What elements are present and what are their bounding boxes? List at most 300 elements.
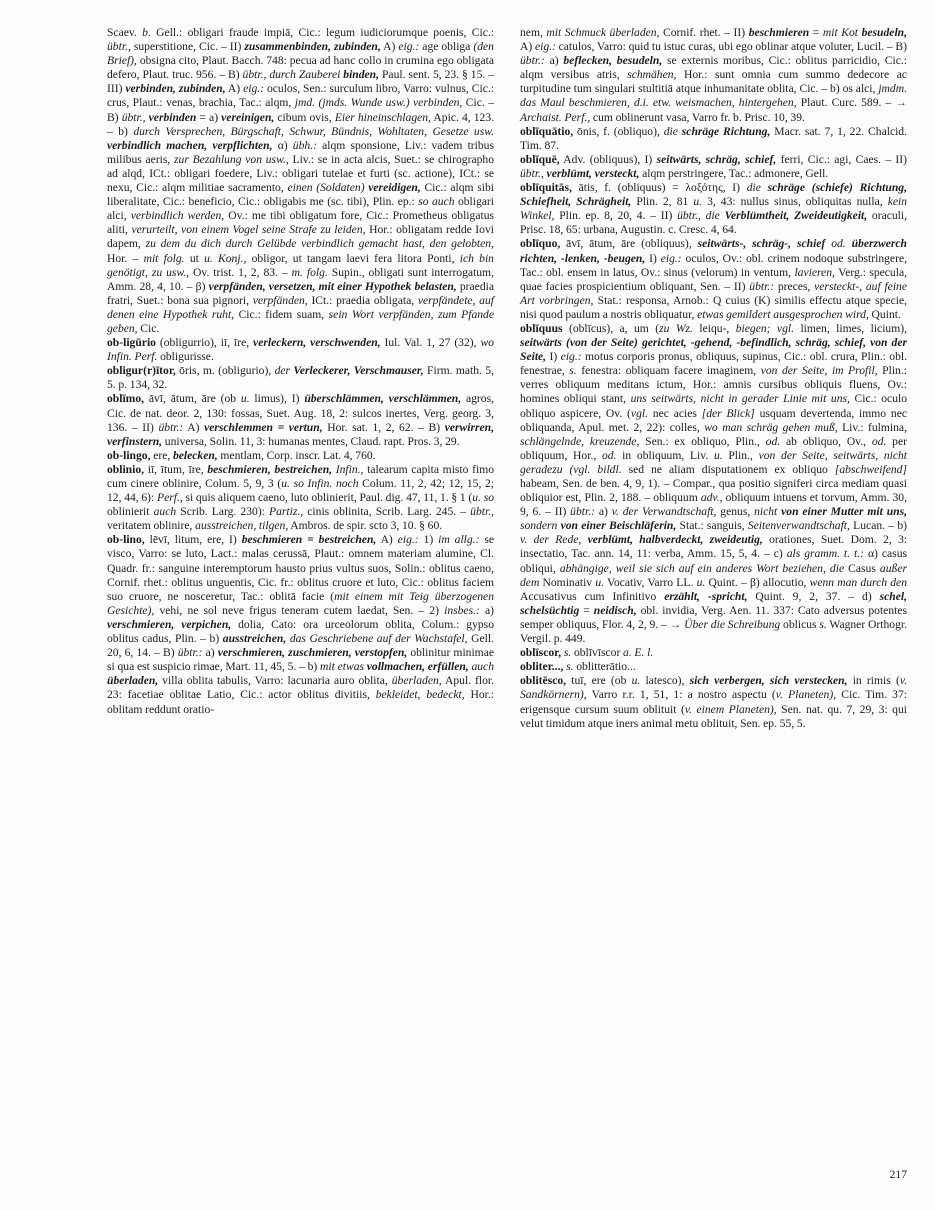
text-segment: im allg.: xyxy=(438,533,480,547)
text-segment: lēvī, litum, ere, I) xyxy=(144,533,242,547)
text-segment: einen (Soldaten) xyxy=(287,181,369,195)
entry-obligurritor xyxy=(107,364,494,392)
page-number: 217 xyxy=(889,1168,907,1181)
text-segment: Ov.: me tibi obligatum fore, Cic.: Prometheus obligatus aliti, xyxy=(107,209,494,237)
text-segment: beschmieren = bestreichen, xyxy=(241,533,377,547)
text-segment: von der Seite, seitwärts, nicht geradezu (vgl. bildl. xyxy=(520,448,907,476)
text-segment: insbes.: xyxy=(444,603,480,617)
text-segment: eig.: xyxy=(398,40,420,54)
entry-obliquitas xyxy=(520,181,907,237)
text-segment: der xyxy=(274,364,294,378)
text-segment: überladen, xyxy=(391,674,442,688)
text-segment: wenn man durch den xyxy=(809,575,907,589)
left-column xyxy=(107,26,494,731)
entry-obliquatio xyxy=(520,125,907,153)
text-segment: biegen; vgl. xyxy=(735,321,801,335)
text-segment: überschlämmen, verschlämmen, xyxy=(304,392,462,406)
text-segment: u. xyxy=(240,392,250,406)
text-segment: verbinden, zubinden, xyxy=(125,82,226,96)
text-segment: übtr.: xyxy=(158,420,184,434)
text-segment: von einer Beischläferin, xyxy=(560,519,677,533)
text-segment: Hor.: sunt omnia cum summo dedecore ac turpitudine tum singulari stultitiā atque inhumanitate oblita, Cic. – b) os alci, xyxy=(520,68,907,96)
text-segment: durch Versprechen, Bürgschaft, Schwur, Bündnis, Wohltaten, Gesetze usw. xyxy=(133,124,495,138)
text-segment: od. xyxy=(871,434,887,448)
text-segment: ōnis, f. (obliquo), xyxy=(573,124,664,138)
text-segment: obligur(r)ītor, xyxy=(107,364,176,378)
text-segment: eig.: xyxy=(397,533,419,547)
text-segment: verschlemmen = vertun, xyxy=(204,420,323,434)
text-segment: Gell. 20, 6, 14. – B) xyxy=(107,632,494,660)
text-segment: Sen.: ex obliquo, Plin., xyxy=(639,434,766,448)
text-segment: oblīquo, xyxy=(520,237,561,251)
text-segment: Scaev. xyxy=(107,26,143,39)
text-segment: verbindlich werden, xyxy=(130,209,225,223)
text-segment: von der Seite, im Profil, xyxy=(760,364,878,378)
text-segment: Apul. flor. 23: facetiae oblitae Latio, Cic.: actor oblitus divitiis, xyxy=(107,674,495,702)
text-segment: Eier hineinschlagen, xyxy=(334,110,431,124)
text-segment: Lucan. – b) xyxy=(849,519,907,533)
text-segment: [der Blick] xyxy=(701,406,760,420)
text-segment: mentlam, Corp. inscr. Lat. 4, 760. xyxy=(217,448,376,462)
text-segment: eig.: xyxy=(534,40,556,54)
text-segment: s. xyxy=(566,660,574,674)
text-segment: A) xyxy=(520,40,535,54)
text-segment: v. einem Planeten), xyxy=(684,702,777,716)
text-segment: bekleidet, bedeckt, xyxy=(375,688,465,702)
text-segment: b. xyxy=(142,26,151,39)
text-segment: schräge Richtung, xyxy=(681,124,771,138)
text-segment: binden, xyxy=(343,68,380,82)
text-segment: oblicus xyxy=(783,617,820,631)
text-segment: Cornif. rhet. – II) xyxy=(659,26,749,39)
text-segment: adv., xyxy=(700,491,723,505)
text-segment: α) xyxy=(272,138,293,152)
text-segment: so auch xyxy=(418,195,458,209)
text-segment: ferri, Cic.: agi, Caes. – II) xyxy=(776,152,908,166)
text-segment: zusammenbinden, zubinden, xyxy=(244,40,381,54)
text-segment: (den Brief), xyxy=(107,40,494,68)
text-segment: übtr.: xyxy=(749,279,775,293)
text-segment: veritatem oblinire, xyxy=(107,519,196,533)
text-segment: übtr., xyxy=(107,40,131,54)
text-segment: a) xyxy=(202,646,218,660)
text-segment: jmdm. das Maul beschmieren, d.i. etw. weismachen, hintergehen, xyxy=(520,82,907,110)
entry-ob-ligurio xyxy=(107,336,494,364)
text-segment: oblinierit xyxy=(107,505,154,519)
text-segment: Apic. 4, 123. – b) xyxy=(107,110,495,138)
text-segment: Stat.: sanguis, xyxy=(676,519,748,533)
entry-ob-lingo xyxy=(107,449,494,463)
text-segment: Hor. – xyxy=(107,251,144,265)
text-segment: ob-ligūrio xyxy=(107,336,156,350)
text-segment: Accusativus cum Infinitivo xyxy=(520,589,665,603)
text-segment: Cic. xyxy=(137,321,160,335)
text-segment: obliquum intuens et torvum, Amm. 30, 9, 6. – II) xyxy=(520,491,907,519)
entry-ob-lino xyxy=(107,533,494,716)
text-segment: mit Kot xyxy=(822,26,862,39)
entry-ob-lino-continuation xyxy=(520,26,907,125)
text-segment: auch xyxy=(153,505,181,519)
text-segment: Plin. 2, 81 xyxy=(631,195,694,209)
text-segment: cibum ovis, xyxy=(274,110,335,124)
text-segment: ICt.: praedia obligata, xyxy=(307,293,418,307)
text-segment: oculos, Sen.: surculum libro, Varro: vulnus, Cic.: crus, Plaut.: venas, brachia, Tac.: alqm, xyxy=(107,82,494,110)
text-segment: auch xyxy=(471,660,494,674)
text-segment: obl. invidia, Verg. Aen. 11. 337: Cato adversus potentes semper obliquus, Flor. 4, 2, 9. – → xyxy=(520,603,907,631)
text-segment: Scrib. Larg. 230): xyxy=(180,505,270,519)
entry-oblinio xyxy=(107,463,494,533)
text-segment: verleckern, verschwenden, xyxy=(253,336,381,350)
text-columns xyxy=(107,26,907,731)
text-segment: Wagner Orthogr. Vergil. p. 449. xyxy=(520,617,907,646)
text-segment: Plin. ep. 8, 20, 4. – II) xyxy=(554,209,678,223)
text-segment: = xyxy=(579,603,594,617)
text-segment: belecken, xyxy=(172,448,218,462)
text-segment: obligurisse. xyxy=(160,350,214,364)
text-segment: Vocativ, Varro LL. xyxy=(604,575,697,589)
text-segment: v. der Rede, xyxy=(520,533,582,547)
text-segment: Nominativ xyxy=(542,575,596,589)
text-segment: übtr.: xyxy=(520,54,545,68)
text-segment: das Geschriebene auf der Wachstafel, xyxy=(289,632,468,646)
text-segment: limen, limes, licium), xyxy=(800,321,908,335)
text-segment: Stat.: responsa, Arnob.: Q cuius (K) similis effectu atque specie, nisi quod paulum a nostris obliquatur, xyxy=(520,293,907,321)
text-segment: alqm sponsione, Liv.: vadem tribus milibus aeris, xyxy=(107,138,494,166)
right-column xyxy=(520,26,907,731)
text-segment: Cic. Tim. 37: erigensque cursum suum oblituit ( xyxy=(520,688,907,716)
text-segment: Infin., xyxy=(335,462,364,476)
text-segment: sich verbergen, sich verstecken, xyxy=(689,674,848,688)
text-segment: 3, 43: nullus sinus, obliquitas nulla, xyxy=(702,195,888,209)
text-segment: ausstreichen, xyxy=(222,632,287,646)
text-segment: nicht xyxy=(754,505,782,519)
text-segment: verpfänden, xyxy=(252,293,308,307)
text-segment: Paul. sent. 5, 23. § 15. – III) xyxy=(107,68,495,96)
text-segment: verpfänden, versetzen, mit einer Hypothek belasten, xyxy=(208,279,457,293)
text-segment: Partiz., xyxy=(269,505,304,519)
text-segment: in rimis ( xyxy=(847,674,900,688)
text-segment: Colum. 11, 2, 42; 12, 15, 2; 12, 44, 6): xyxy=(107,477,494,505)
text-segment: Cic. – B) xyxy=(107,96,495,124)
text-segment: ab obliquo, Ov., xyxy=(780,434,872,448)
text-segment: superstitione, Cic. – II) xyxy=(130,40,245,54)
text-segment: verbindlich machen, verpflichten, xyxy=(107,138,273,152)
text-segment: Ambros. de spir. scto 3, 10. § 60. xyxy=(288,519,443,533)
text-segment: v. Sandkörnern), xyxy=(520,674,907,702)
text-segment: preces, xyxy=(774,279,815,293)
text-segment: universa, Solin. 11, 3: humanas mentes, Claud. rapt. Pros. 3, 29. xyxy=(162,434,460,448)
text-segment: vehi, ne sol neve frigus teneram cutem laedat, Sen. – 2) xyxy=(154,603,445,617)
text-segment: iī, ītum, īre, xyxy=(144,462,208,476)
text-segment: oblīquē, xyxy=(520,152,560,166)
text-segment: eig.: xyxy=(660,251,682,265)
text-segment: übtr., xyxy=(121,110,146,124)
text-segment: vollmachen, erfüllen, xyxy=(366,660,469,674)
text-segment: mit folg. xyxy=(143,251,190,265)
text-segment: verpfändete, auf denen eine Hypothek ruht, xyxy=(107,293,494,321)
text-segment: = a) xyxy=(196,110,222,124)
text-segment: Cic.: alqm sibi liberalitate, Cic.: beneficio, Cic.: obligabis me (sc. tibi), Plin. ep.: xyxy=(107,181,495,209)
text-segment: sondern xyxy=(520,519,561,533)
text-segment: uns seitwärts, nicht in gerader Linie mit uns, xyxy=(630,392,850,406)
text-segment: beschmieren xyxy=(748,26,810,39)
text-segment: beflecken, besudeln, xyxy=(563,54,663,68)
text-segment: Plaut. Curc. 589. – → xyxy=(796,96,907,110)
text-segment: 1) xyxy=(418,533,439,547)
text-segment: ausstreichen, tilgen, xyxy=(195,519,289,533)
text-segment: Casus xyxy=(848,561,880,575)
text-segment: latesco), xyxy=(640,674,690,688)
text-segment: verwirren, verfinstern, xyxy=(107,420,495,448)
text-segment: α) casus obliqui, xyxy=(520,547,907,575)
text-segment: zu Wz. xyxy=(659,321,700,335)
text-segment: verbinden xyxy=(148,110,197,124)
text-segment: u. so Infin. noch xyxy=(281,477,363,490)
text-segment: seitwärts-, schräg-, schief xyxy=(697,237,826,251)
text-segment: Hor. sat. 1, 2, 62. – B) xyxy=(322,420,445,434)
text-segment: überladen, xyxy=(107,674,159,688)
text-segment: a. E. l. xyxy=(623,646,654,660)
text-segment: etwas gemildert ausgesprochen wird, xyxy=(697,307,869,321)
text-segment: oblīscor, xyxy=(520,646,562,660)
text-segment: übtr., xyxy=(470,505,495,519)
text-segment: wo Infin. Perf. xyxy=(107,336,494,364)
entry-obliscor xyxy=(520,646,907,660)
text-segment: a) xyxy=(479,603,494,617)
text-segment: ut xyxy=(189,251,205,265)
text-segment: verurteilt, von einem Vogel seine Strafe zu leiden, xyxy=(131,223,366,237)
text-segment: ātis, f. (obliquus) = λοξότης, I) xyxy=(571,181,747,195)
text-segment: genus, xyxy=(716,505,755,519)
entry-obliquus xyxy=(520,322,907,646)
text-segment: Ov. trist. 1, 2, 83. – xyxy=(189,265,292,279)
text-segment: lavieren, xyxy=(794,265,835,279)
text-segment: talearum capita misto fimo cum cinere oblinire, Colum. 5, 9, 3 ( xyxy=(107,462,495,490)
text-segment: s. xyxy=(563,646,572,660)
text-segment: ōris, m. (obligurio), xyxy=(175,364,275,378)
text-segment: oblitēsco, xyxy=(520,674,567,688)
text-segment: in obliquum, Liv. xyxy=(616,448,714,462)
text-segment: Quint. – β) allocutio, xyxy=(705,575,810,589)
text-segment: Quint. xyxy=(868,307,901,321)
text-segment: ob-lino, xyxy=(107,533,145,547)
text-segment: schlängelnde, kreuzende, xyxy=(520,434,640,448)
text-segment: usquam devertenda, immo nec obliquanda, Apul. met. 2, 22): colles, xyxy=(520,406,908,434)
text-segment: Adv. (obliquus), I) xyxy=(559,152,657,166)
text-segment: verblümt, versteckt, xyxy=(546,166,640,180)
text-segment: mit Schmuck überladen, xyxy=(546,26,660,39)
text-segment: obsigna cito, Plaut. Bacch. 748: pecua ad hanc collo in crumina ego obligata defero, Plaut. truc. 956. – B) xyxy=(107,54,494,82)
text-segment: u. xyxy=(595,575,605,589)
text-segment: besudeln, xyxy=(861,26,908,39)
text-segment: u. xyxy=(713,448,723,462)
text-segment: oblinio, xyxy=(107,462,145,476)
text-segment: se visco, Varro: se luto, Lact.: malas cerussā, Plaut.: omnem materiam alumine, Cl. Quadr. fr.: sanguine interemptorum hausto prius vultus suos, Solin.: oblitus caeno, Cornif. rhet.: oblitus unguentis, Cic. fr.: oblitus cruore et luto, Cic.: oblitus faciem suo cruore, ne nosceretur, Tac.: oblitā facie ( xyxy=(107,533,495,603)
text-segment: u. so xyxy=(472,491,495,505)
text-segment: Cic.: fidem suam, xyxy=(234,307,329,321)
text-segment: Verleckerer, Verschmauser, xyxy=(293,364,424,378)
text-segment: Liv.: fulmina, xyxy=(837,420,907,434)
text-segment: Supin., obligati sunt interrogatum, Amm. 28, 4, 10. – β) xyxy=(107,265,494,293)
text-segment: (oblīcus), a, um ( xyxy=(562,321,660,335)
text-segment: nem, xyxy=(520,26,547,39)
text-segment: oblīquātio, xyxy=(520,124,574,138)
text-segment: Quint. 9, 2, 37. – d) xyxy=(747,589,880,603)
text-segment: u. xyxy=(693,195,703,209)
text-segment: nec acies xyxy=(652,406,702,420)
entry-oblitesco xyxy=(520,674,907,730)
text-segment: obliter..., xyxy=(520,660,564,674)
text-segment: tuī, ere (ob xyxy=(566,674,632,688)
text-segment: versteckt-, auf feine Art vorbringen, xyxy=(520,279,907,307)
text-segment: übtr., die xyxy=(677,209,725,223)
text-segment: zu dem du dich durch Gelübde verbindlich gemacht hast, den gelobten, xyxy=(145,237,494,251)
text-segment: Seitenverwandtschaft, xyxy=(747,519,850,533)
text-segment: agros, Cic. de nat. deor. 2, 130: fossas, Suet. Aug. 18, 2: sulcos inertes, Verg. georg. 3, 136. – II) xyxy=(107,392,494,434)
text-segment: schräge (schiefe) Richtung, Schiefheit, Schrägheit, xyxy=(520,181,907,209)
text-segment: schel, schelsüchtig xyxy=(520,589,907,617)
text-segment: orationes, Suet. Dom. 2, 3: insectatio, Tac. ann. 14, 11: verba, Amm. 15, 5, 4. – c) xyxy=(520,533,908,561)
text-segment: oblitterātio... xyxy=(573,660,636,674)
text-segment: s. xyxy=(569,364,577,378)
text-segment: verblümt, halbverdeckt, zweideutig, xyxy=(587,533,763,547)
text-segment: abhängige, weil sie sich auf ein anderes Wort beziehen, die xyxy=(559,561,849,575)
text-segment: seitwärts, schräg, schief, xyxy=(656,152,777,166)
text-segment: außer dem xyxy=(520,561,907,589)
text-segment: Cic.: oculo obliquo aspicere, Ov. ( xyxy=(520,392,908,420)
text-segment: oculos, Ov.: obl. crinem nodoque substringere, Tac.: obl. ensem in latus, Ov.: sinus (velorum) in ventum, xyxy=(520,251,907,279)
text-segment: übtr., durch Zauberei xyxy=(242,68,344,82)
text-segment: motus corporis pronus, obliquus, supinus, Cic.: obl. crura, Plin.: obl. fenestrae, xyxy=(520,350,907,378)
text-segment: A) xyxy=(380,40,399,54)
text-segment: mit etwas xyxy=(320,660,367,674)
text-segment: Firm. math. 5, 5. p. 134, 32. xyxy=(107,364,494,392)
text-segment: A) xyxy=(225,82,244,96)
text-segment: obligari alci, xyxy=(107,195,494,223)
text-segment: schmähen, xyxy=(627,68,677,82)
text-segment: übtr.: xyxy=(177,646,203,660)
text-segment: die xyxy=(746,181,768,195)
text-segment: si quis aliquem caeno, luto oblinierit, Paul. dig. 47, 11, 1. § 1 ( xyxy=(182,491,473,505)
text-segment: se externis moribus, Cic.: oblitus parricidio, Cic.: alqm versibus atris, xyxy=(520,54,907,82)
text-segment: Hor.: oblitam reddunt oratio- xyxy=(107,688,494,716)
text-segment: v. der Verwandtschaft, xyxy=(611,505,717,519)
text-segment: od. xyxy=(601,448,617,462)
text-segment: vereinigen, xyxy=(221,110,275,124)
entry-oblimo xyxy=(107,392,494,448)
text-segment: [abschweifend] xyxy=(834,462,907,476)
text-segment: von einer Mutter mit uns, xyxy=(781,505,908,519)
text-segment: erzählt, -spricht, xyxy=(664,589,748,603)
text-segment: alqm perstringere, Tac.: admonere, Gell. xyxy=(639,166,829,180)
text-segment: cum oblinerunt vasa, Varro fr. b. Prisc. 10, 39. xyxy=(590,110,805,124)
text-segment: Verg.: specula, quae facies prospicientium obliquant, Sen. – II) xyxy=(520,265,907,293)
text-segment: Verblümtheit, Zweideutigkeit, xyxy=(724,209,868,223)
text-segment: u. xyxy=(631,674,641,688)
text-segment: sed ne aliam disputationem ex obliquo xyxy=(628,462,835,476)
text-segment: a) xyxy=(594,505,612,519)
text-segment: oblīquitās, xyxy=(520,181,572,195)
text-segment: überzwerch richten, -lenken, -beugen, xyxy=(520,237,907,265)
text-segment: m. folg. xyxy=(291,265,332,279)
text-segment: a) xyxy=(544,54,564,68)
text-segment: villa oblita tabulis, Varro: lacunaria auro oblita, xyxy=(158,674,392,688)
text-segment: Gell.: obligari fraude impiā, Cic.: legum iudiciorumque poenis, Cic.: xyxy=(150,26,494,39)
text-segment: mit einem mit Teig überzogenen Gesichte), xyxy=(107,589,494,617)
text-segment: catulos, Varro: quid tu istuc curas, ubi ego oblinar atque voluter, Lucil. – B) xyxy=(555,40,907,54)
text-segment: age obliga xyxy=(419,40,474,54)
entry-oblique xyxy=(520,153,907,181)
text-segment: Plin., xyxy=(722,448,759,462)
text-segment: cinis oblinita, Scrib. Larg. 245. – xyxy=(303,505,471,519)
text-segment: zur Bezahlung von usw., xyxy=(174,152,289,166)
text-segment: übh.: xyxy=(292,138,317,152)
text-segment: ich bin genötigt, zu usw., xyxy=(107,251,494,279)
entry-obliquo xyxy=(520,237,907,322)
text-segment: = xyxy=(809,26,823,39)
text-segment: habeam, Sen. de ben. 4, 9, 1). – Compar., qua positio signiferi circa mediam quasi obliquior est, Plin. 2, 188. – obliquum xyxy=(520,477,907,505)
text-segment: beschmieren, bestreichen, xyxy=(207,462,333,476)
text-segment: per obliquum, Hor., xyxy=(520,434,907,462)
text-segment: Iul. Val. 1, 27 (32), xyxy=(380,336,481,350)
text-segment: sein Wort verpfänden, zum Pfande geben, xyxy=(107,307,494,335)
text-segment: ob-lingo, xyxy=(107,448,151,462)
text-segment: eig.: xyxy=(243,82,265,96)
entry-obligo-continuation xyxy=(107,26,494,336)
text-segment: oblinitur minimae si qua est suspicio rimae, Mart. 11, 45, 5. – b) xyxy=(107,646,494,674)
text-segment: praedia fratri, Suet.: bona sua pignori, xyxy=(107,279,494,307)
text-segment: jmd. (jmds. Wunde usw.) verbinden, xyxy=(294,96,463,110)
text-segment: verschmieren, zuschmieren, verstopfen, xyxy=(217,646,408,660)
text-segment: u. xyxy=(696,575,706,589)
text-segment: āvī, ātum, āre (ob xyxy=(144,392,241,406)
text-segment: s. xyxy=(819,617,827,631)
text-segment: Archaist. Perf., xyxy=(520,110,591,124)
text-segment: Plin.: verres obliquum meditans ictum, Hor.: amnis cursibus obliquis fluens, Ov.: homines obliqui stant, xyxy=(520,364,907,406)
text-segment: eig.: xyxy=(560,350,582,364)
text-segment: Über die Schreibung xyxy=(684,617,784,631)
text-segment: od. xyxy=(765,434,781,448)
text-segment: obligor, ut tangam laevi fera litora Ponti, xyxy=(246,251,460,265)
entry-obliter xyxy=(520,660,907,674)
text-segment: v. Planeten), xyxy=(775,688,837,702)
text-segment: āvī, ātum, āre (obliquus), xyxy=(560,237,698,251)
text-segment: kein Winkel, xyxy=(520,195,908,223)
text-segment: limus), I) xyxy=(249,392,305,406)
text-segment: vereidigen, xyxy=(368,181,421,195)
text-segment: vgl. xyxy=(630,406,653,420)
text-segment: oblīvīscor xyxy=(571,646,624,660)
text-segment: Macr. sat. 7, 1, 22. Chalcid. Tim. 87. xyxy=(520,124,908,152)
text-segment: Perf., xyxy=(156,491,183,505)
text-segment: Liv.: se in acta alcis, Suet.: se chirographo ad alqd, ICt.: obligari foedere, Liv.: obligari tutelae et furti (sc. actione), ICt.: se nexu, Cic.: alqm militiae sacramento, xyxy=(107,152,494,195)
text-segment: als gramm. t. t.: xyxy=(786,547,865,561)
text-segment: (obligurrio), iī, īre, xyxy=(155,336,254,350)
text-segment: od. xyxy=(831,237,846,251)
text-segment: oblīmo, xyxy=(107,392,145,406)
text-segment: A) xyxy=(376,533,398,547)
text-segment: übtr.: xyxy=(570,505,595,519)
text-segment: oblīquus xyxy=(520,321,563,335)
text-segment: verschmieren, verpichen, xyxy=(107,617,232,631)
text-segment: wo man schräg gehen muß, xyxy=(704,420,838,434)
text-segment: Sen. nat. qu. 7, 29, 3: qui velut timidum atque iners animal metu oblituit, Sen. ep. 55, 5. xyxy=(520,702,907,730)
text-segment: ere, xyxy=(150,448,173,462)
text-segment: übtr., xyxy=(520,166,544,180)
text-segment: I) xyxy=(546,350,561,364)
text-segment: oraculi, Prisc. 18, 65: urbana, Augustin. c. Cresc. 4, 64. xyxy=(520,209,908,237)
text-segment: fenestra: obliquam facere imaginem, xyxy=(576,364,761,378)
